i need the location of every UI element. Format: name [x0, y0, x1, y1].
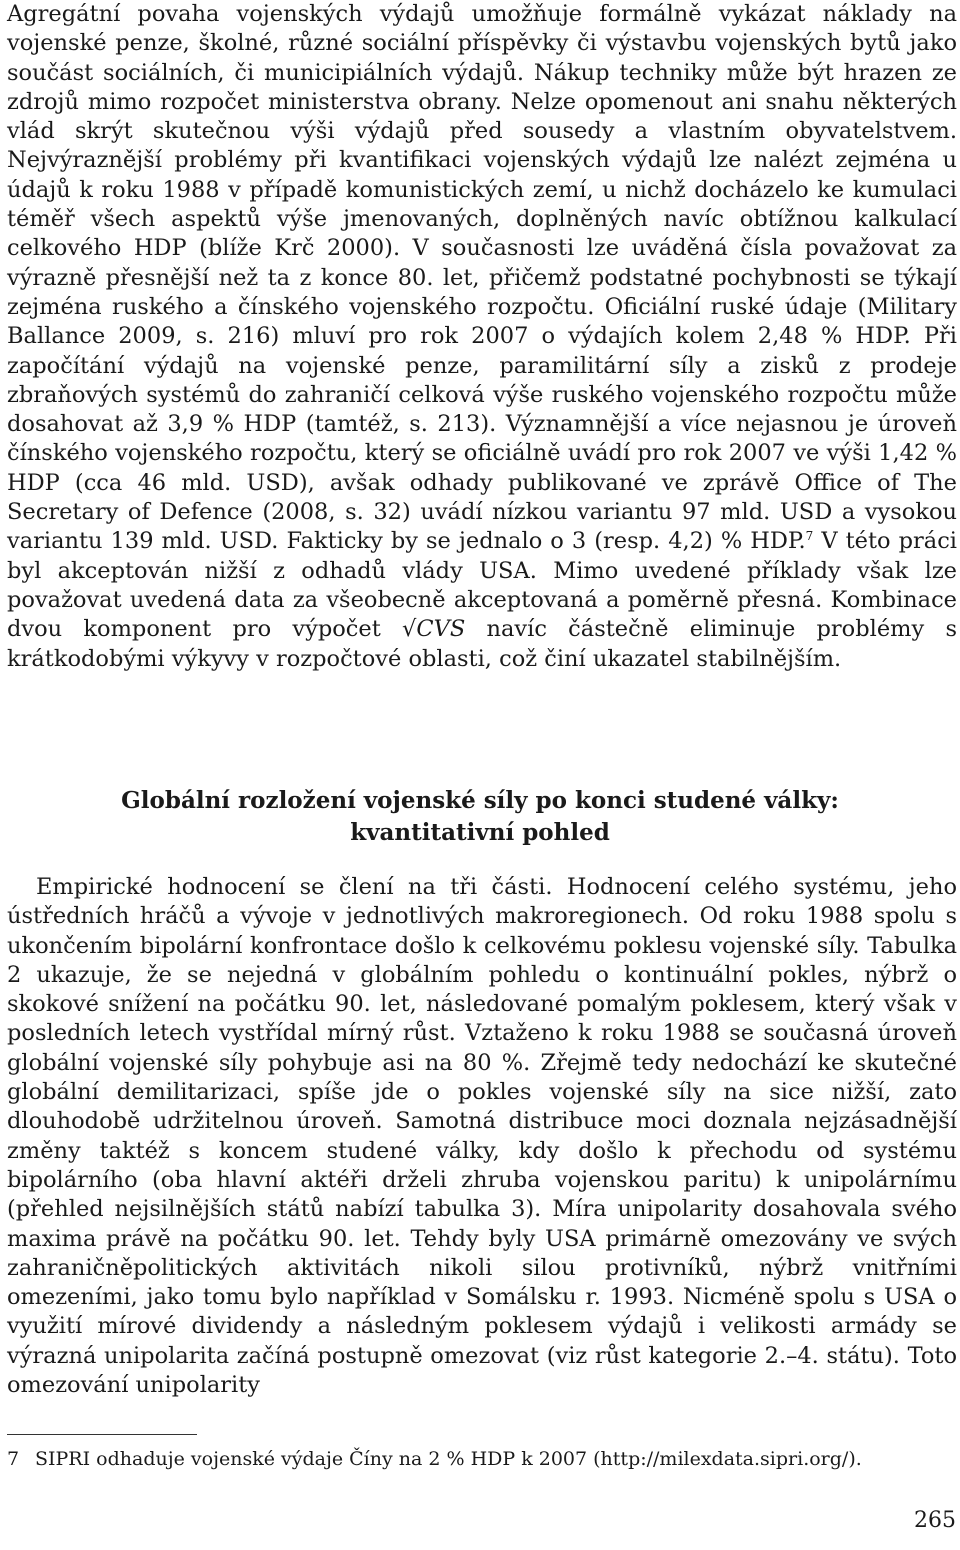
section-heading: [0, 785, 960, 849]
footnote-7: [7, 1446, 957, 1472]
footnote-divider: [7, 1434, 197, 1435]
page-number: 265: [914, 1508, 956, 1533]
paragraph-1-text-b: V této práci byl akceptován nižší z odhadů vlády USA. Mimo uvedené příklady však lze považovat uvedená data za všeobecně akceptovaná a poměrně přesná. Kombinace dvou komponent pro výpočet: [7, 528, 957, 643]
body-paragraph-2: Empirické hodnocení se člení na tři části. Hodnocení celého systému, jeho ústředních hráčů a vývoje v jednotlivých makroregionech. Od roku 1988 spolu s ukončením bipolární konfrontace došlo k celkovému poklesu vojenské síly. Tabulka 2 ukazuje, že se nejedná v globálním pohledu o kontinuální pokles, nýbrž o skokové snížení na počátku 90. let, následované pomalým poklesem, který však v posledních letech vystřídal mírný růst. Vztaženo k roku 1988 se současná úroveň globální vojenské síly pohybuje asi na 80 %. Zřejmě tedy nedochází ke skutečné globální demilitarizaci, spíše jde o pokles vojenské síly na sice nižší, zato dlouhodobě udržitelnou úroveň. Samotná distribuce moci doznala nejzásadnější změny taktéž s koncem studené války, kdy došlo k přechodu od systému bipolárního (oba hlavní aktéři drželi zhruba vojenskou paritu) k unipolárnímu (přehled nejsilnějších států nabízí tabulka 3). Míra unipolarity dosahovala svého maxima právě na počátku 90. let. Tehdy byly USA primárně omezovány ve svých zahraničněpolitických aktivitách nikoli silou protivníků, nýbrž vnitřními omezeními, jako tomu bylo například v Somálsku r. 1993. Nicméně spolu s USA o využití mírové dividendy a následným poklesem výdajů i velikosti armády se výrazná unipolarita začíná postupně omezovat (viz růst kategorie 2.–4. státu). Toto omezování unipolarity: [7, 874, 957, 1399]
section-heading-line-1: Globální rozložení vojenské síly po konci studené války:: [121, 787, 839, 814]
footnote-text: SIPRI odhaduje vojenské výdaje Číny na 2 % HDP k 2007 (http://milexdata.sipri.org/).: [35, 1448, 862, 1470]
section-heading-line-2: kvantitativní pohled: [350, 819, 610, 846]
footnote-reference-7[interactable]: 7: [805, 529, 814, 544]
body-paragraph-1: [7, 0, 957, 674]
paragraph-1-text-c: navíc částečně eliminuje problémy s krátkodobými výkyvy v rozpočtové oblasti, což činí ukazatel stabilnějším.: [7, 616, 957, 672]
footnote-number: 7: [7, 1448, 20, 1470]
square-root-symbol: √: [402, 616, 417, 643]
paragraph-1-text-a: Agregátní povaha vojenských výdajů umožňuje formálně vykázat náklady na vojenské penze, školné, různé sociální příspěvky či výstavbu vojenských bytů jako součást sociálních, či municipiálních výdajů. Nákup techniky může být hrazen ze zdrojů mimo rozpočet ministerstva obrany. Nelze opomenout ani snahu některých vlád skrýt skutečnou výši výdajů před sousedy a vlastním obyvatelstvem. Nejvýraznější problémy při kvantifikaci vojenských výdajů lze nalézt zejména u údajů k roku 1988 v případě komunistických zemí, u nichž docházelo ke kumulaci téměř všech aspektů výše jmenovaných, doplněných navíc obtížnou kalkulací celkového HDP (blíže Krč 2000). V současnosti lze uváděná čísla považovat za výrazně přesnější než ta z konce 80. let, přičemž podstatné pochybnosti se týkají zejména ruského a čínského vojenského rozpočtu. Oficiální ruské údaje (Military Ballance 2009, s. 216) mluví pro rok 2007 o výdajích kolem 2,48 % HDP. Při započítání výdajů na vojenské penze, paramilitární síly a zisků z prodeje zbraňových systémů do zahraničí celková výše ruského vojenského rozpočtu může dosahovat až 3,9 % HDP (tamtéž, s. 213). Významnější a více nejasnou je úroveň čínského vojenského rozpočtu, který se oficiálně uvádí pro rok 2007 ve výši 1,42 % HDP (cca 46 mld. USD), avšak odhady publikované ve zprávě Office of The Secretary of Defence (2008, s. 32) uvádí nízkou variantu 97 mld. USD a vysokou variantu 139 mld. USD. Fakticky by se jednalo o 3 (resp. 4,2) % HDP.: [7, 1, 957, 555]
cvs-term: CVS: [416, 616, 466, 643]
